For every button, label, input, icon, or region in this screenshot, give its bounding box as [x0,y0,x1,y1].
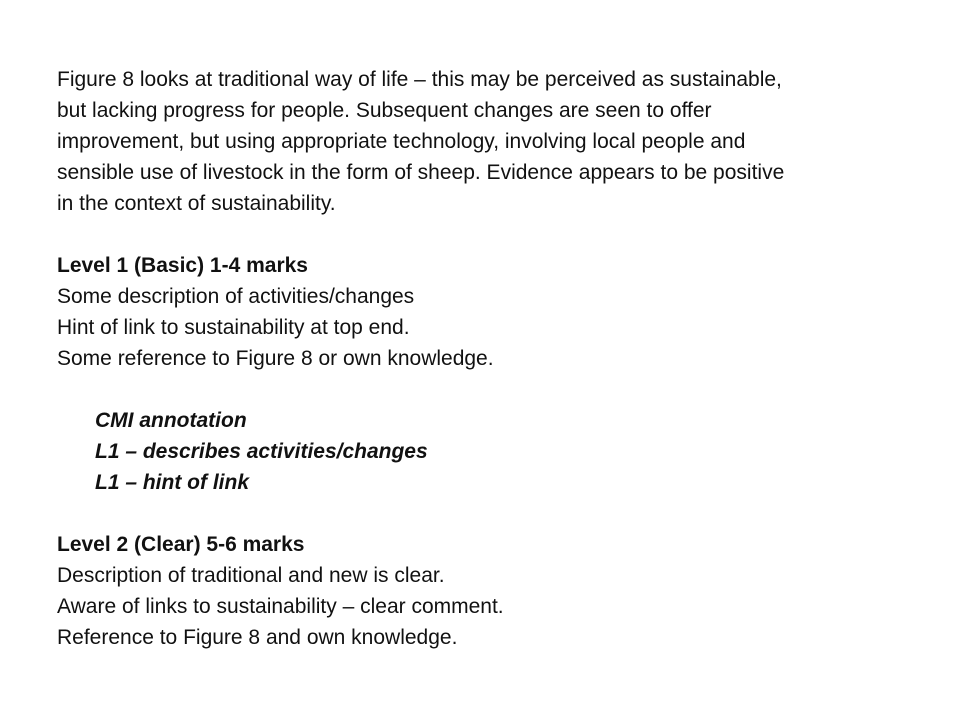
level1-criterion: Some description of activities/changes [57,285,415,308]
annotation-title: CMI annotation [95,409,247,432]
level2-heading: Level 2 (Clear) 5-6 marks [57,533,305,556]
spacer [57,374,917,405]
intro-line: in the context of sustainability. [57,192,336,215]
intro-line: but lacking progress for people. Subsequent changes are seen to offer [57,99,712,122]
intro-line: Figure 8 looks at traditional way of life – this may be perceived as sustainable, [57,68,782,91]
level2-criterion: Reference to Figure 8 and own knowledge. [57,626,458,649]
annotation-line: L1 – describes activities/changes [95,440,428,463]
mark-scheme-document [57,64,917,649]
spacer [57,498,917,529]
intro-line: sensible use of livestock in the form of sheep. Evidence appears to be positive [57,161,785,184]
level1-heading: Level 1 (Basic) 1-4 marks [57,254,308,277]
spacer [57,219,917,250]
level1-criterion: Hint of link to sustainability at top end. [57,316,410,339]
level2-criterion: Aware of links to sustainability – clear comment. [57,595,504,618]
level1-criterion: Some reference to Figure 8 or own knowledge. [57,347,494,370]
intro-line: improvement, but using appropriate technology, involving local people and [57,130,746,153]
level2-criterion: Description of traditional and new is clear. [57,564,445,587]
annotation-line: L1 – hint of link [95,471,250,494]
